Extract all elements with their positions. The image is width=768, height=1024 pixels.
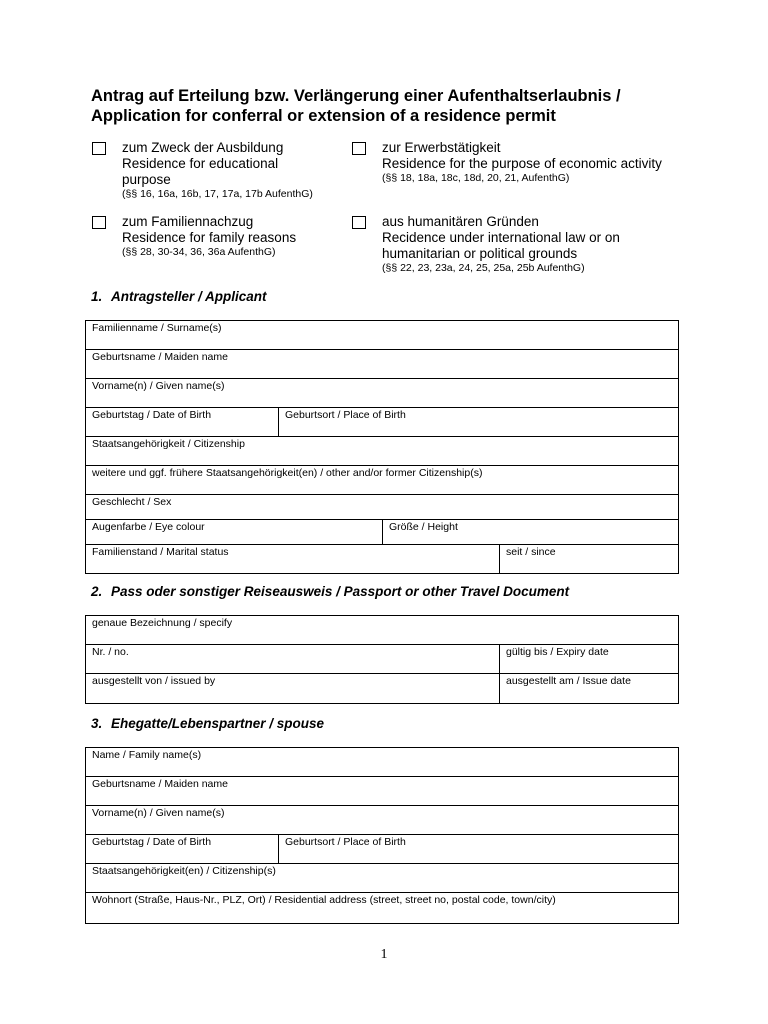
height-field[interactable] [382, 520, 678, 544]
spouse-citizenship-label: Staatsangehörigkeit(en) / Citizenship(s) [92, 865, 276, 877]
section2-label: Pass oder sonstiger Reiseausweis / Passport or other Travel Document [111, 584, 570, 599]
surname-field[interactable] [86, 321, 678, 349]
pob-label: Geburtsort / Place of Birth [285, 409, 406, 421]
spouse-given-name-label: Vorname(n) / Given name(s) [92, 807, 225, 819]
section2-title [91, 584, 569, 599]
citizenship-field[interactable] [86, 437, 678, 465]
table-row [86, 616, 678, 645]
spouse-table [85, 747, 679, 924]
table-row [86, 379, 678, 408]
table-row [86, 777, 678, 806]
table-row [86, 864, 678, 893]
page-number: 1 [380, 947, 388, 962]
spouse-name-field[interactable] [86, 748, 678, 776]
purpose-education-law: (§§ 16, 16a, 16b, 17, 17a, 17b AufenthG) [122, 188, 313, 200]
applicant-table [85, 320, 679, 574]
table-row [86, 321, 678, 350]
other-citizenship-field[interactable] [86, 466, 678, 494]
section1-label: Antragsteller / Applicant [111, 289, 267, 304]
document-specify-label: genaue Bezeichnung / specify [92, 617, 233, 629]
purpose-family-en: Residence for family reasons [122, 230, 297, 245]
table-row [86, 806, 678, 835]
eye-colour-label: Augenfarbe / Eye colour [92, 521, 205, 533]
height-label: Größe / Height [389, 521, 458, 533]
table-row [86, 893, 678, 924]
other-citizenship-label: weitere und ggf. frühere Staatsangehörigkeit(en) / other and/or former Citizenship(s) [92, 467, 483, 479]
purpose-education-checkbox[interactable] [92, 142, 106, 155]
pob-field[interactable] [278, 408, 678, 436]
table-row [86, 545, 678, 574]
purpose-employment-de: zur Erwerbstätigkeit [382, 140, 501, 155]
expiry-date-label: gültig bis / Expiry date [506, 646, 609, 658]
section2-number: 2. [91, 584, 103, 599]
purpose-education-de: zum Zweck der Ausbildung [122, 140, 284, 155]
dob-label: Geburtstag / Date of Birth [92, 409, 212, 421]
given-name-label: Vorname(n) / Given name(s) [92, 380, 225, 392]
table-row [86, 520, 678, 545]
spouse-name-label: Name / Family name(s) [92, 749, 202, 761]
purpose-employment-checkbox[interactable] [352, 142, 366, 155]
marital-status-field[interactable] [86, 545, 499, 573]
passport-table [85, 615, 679, 704]
spouse-dob-label: Geburtstag / Date of Birth [92, 836, 212, 848]
purpose-humanitarian-checkbox[interactable] [352, 216, 366, 229]
table-row [86, 466, 678, 495]
purpose-education-en: Residence for educational purpose [122, 156, 279, 187]
given-name-field[interactable] [86, 379, 678, 407]
marital-since-label: seit / since [506, 546, 556, 558]
spouse-maiden-name-label: Geburtsname / Maiden name [92, 778, 228, 790]
section3-number: 3. [91, 716, 103, 731]
issue-date-label: ausgestellt am / Issue date [506, 675, 631, 687]
eye-colour-field[interactable] [86, 520, 382, 544]
sex-field[interactable] [86, 495, 678, 519]
section1-number: 1. [91, 289, 103, 304]
title-english: Application for conferral or extension of a residence permit [91, 107, 556, 125]
marital-status-label: Familienstand / Marital status [92, 546, 229, 558]
purpose-humanitarian-de: aus humanitären Gründen [382, 214, 539, 229]
purpose-employment-en: Residence for the purpose of economic activity [382, 156, 662, 171]
issue-date-field[interactable] [499, 674, 678, 703]
citizenship-label: Staatsangehörigkeit / Citizenship [92, 438, 245, 450]
document-specify-field[interactable] [86, 616, 678, 644]
purpose-family-checkbox[interactable] [92, 216, 106, 229]
sex-label: Geschlecht / Sex [92, 496, 172, 508]
spouse-address-field[interactable] [86, 893, 678, 923]
dob-field[interactable] [86, 408, 278, 436]
table-row [86, 835, 678, 864]
spouse-pob-label: Geburtsort / Place of Birth [285, 836, 406, 848]
maiden-name-field[interactable] [86, 350, 678, 378]
spouse-given-name-field[interactable] [86, 806, 678, 834]
table-row [86, 495, 678, 520]
spouse-pob-field[interactable] [278, 835, 678, 863]
purpose-humanitarian-law: (§§ 22, 23, 23a, 24, 25, 25a, 25b AufenthG) [382, 262, 585, 274]
table-row [86, 437, 678, 466]
purpose-family-law: (§§ 28, 30-34, 36, 36a AufenthG) [122, 246, 276, 258]
marital-since-field[interactable] [499, 545, 678, 573]
spouse-citizenship-field[interactable] [86, 864, 678, 892]
issued-by-field[interactable] [86, 674, 499, 703]
table-row [86, 674, 678, 704]
spouse-maiden-name-field[interactable] [86, 777, 678, 805]
table-row [86, 350, 678, 379]
section1-title [91, 289, 267, 304]
passport-number-label: Nr. / no. [92, 646, 129, 658]
maiden-name-label: Geburtsname / Maiden name [92, 351, 228, 363]
section3-label: Ehegatte/Lebenspartner / spouse [111, 716, 325, 731]
form-title [91, 86, 621, 126]
spouse-address-label: Wohnort (Straße, Haus-Nr., PLZ, Ort) / Residential address (street, street no, postal code, town/city) [92, 894, 556, 906]
purpose-family-de: zum Familiennachzug [122, 214, 254, 229]
table-row [86, 748, 678, 777]
purpose-humanitarian-en: Recidence under international law or on humanitarian or political grounds [382, 230, 620, 261]
surname-label: Familienname / Surname(s) [92, 322, 222, 334]
issued-by-label: ausgestellt von / issued by [92, 675, 216, 687]
spouse-dob-field[interactable] [86, 835, 278, 863]
table-row [86, 408, 678, 437]
expiry-date-field[interactable] [499, 645, 678, 673]
title-german: Antrag auf Erteilung bzw. Verlängerung einer Aufenthaltserlaubnis / [91, 87, 621, 105]
passport-number-field[interactable] [86, 645, 499, 673]
table-row [86, 645, 678, 674]
section3-title [91, 716, 324, 731]
purpose-employment-law: (§§ 18, 18a, 18c, 18d, 20, 21, AufenthG) [382, 172, 570, 184]
